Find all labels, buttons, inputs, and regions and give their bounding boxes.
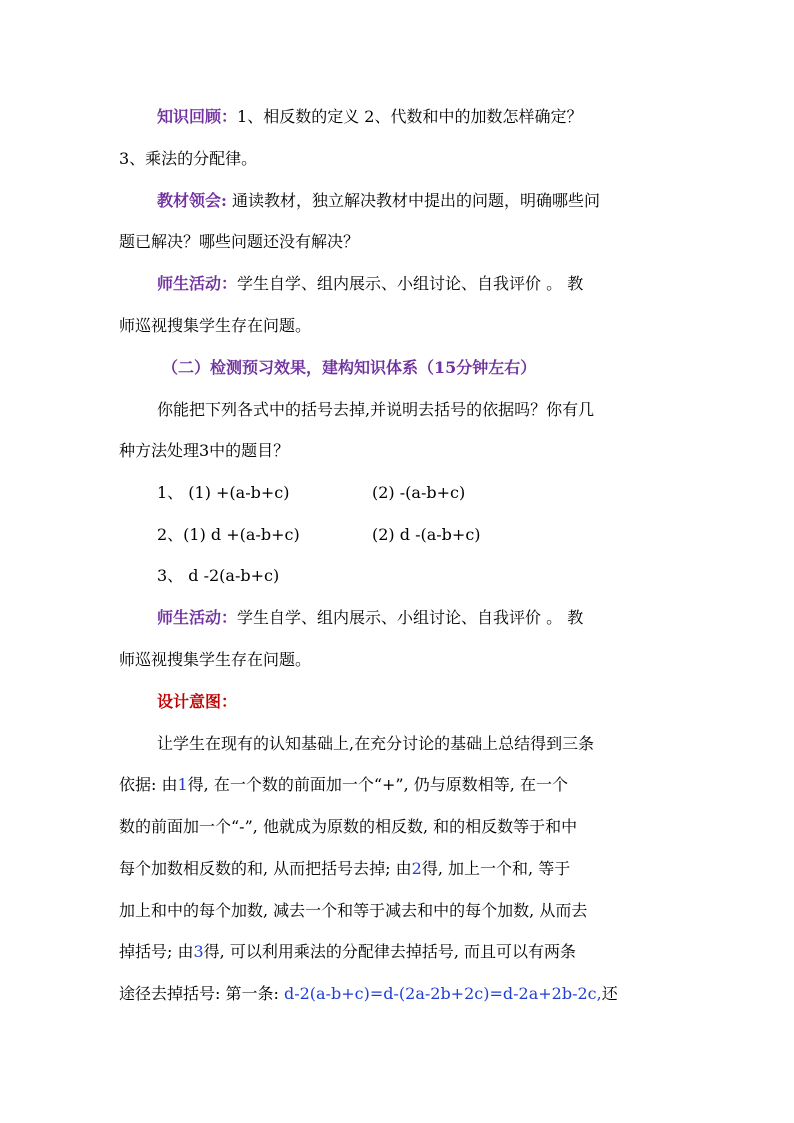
design-line4-num: 2	[411, 859, 422, 878]
design-line6-a: 掉括号; 由	[119, 942, 194, 961]
design-line6-b: 得, 可以利用乘法的分配律去掉括号, 而且可以有两条	[203, 942, 577, 961]
knowledge-review-text: 1、相反数的定义 2、代数和中的加数怎样确定？	[237, 107, 583, 126]
activity2-line	[157, 607, 717, 629]
exercise-1	[157, 482, 717, 504]
question-line2: 种方法处理3中的题目？	[119, 441, 290, 460]
design-line6-num: 3	[193, 942, 204, 961]
exercise-1b: (2) -(a-b+c)	[372, 483, 466, 502]
textbook-line	[157, 190, 717, 212]
design-line2-a: 依据: 由	[119, 775, 178, 794]
activity1-line2: 师巡视搜集学生存在问题。	[119, 316, 312, 335]
activity2-text: 学生自学、组内展示、小组讨论、自我评价 。 教	[237, 608, 584, 627]
knowledge-review-line	[157, 106, 717, 128]
activity1-text: 学生自学、组内展示、小组讨论、自我评价 。 教	[237, 274, 584, 293]
knowledge-review-line2: 3、乘法的分配律。	[119, 149, 258, 168]
section2-heading-text: （二）检测预习效果，建构知识体系（15分钟左右）	[162, 358, 537, 377]
section2-heading	[162, 357, 722, 379]
design-line1: 让学生在现有的认知基础上,在充分讨论的基础上总结得到三条	[157, 734, 595, 753]
activity1-label: 师生活动：	[157, 274, 238, 293]
design-line3: 数的前面加一个“-”, 他就成为原数的相反数, 和的相反数等于和中	[119, 817, 578, 836]
exercise-3: 3、 d -2(a-b+c)	[157, 566, 280, 585]
design-heading	[157, 691, 717, 713]
design-line5: 加上和中的每个加数, 减去一个和等于减去和中的每个加数, 从而去	[119, 901, 588, 920]
design-line7-a: 途径去掉括号: 第一条:	[119, 984, 284, 1003]
textbook-line2: 题已解决？哪些问题还没有解决？	[119, 232, 360, 251]
exercise-2	[157, 524, 717, 546]
knowledge-review-label: 知识回顾：	[157, 107, 238, 126]
design-line6	[119, 941, 679, 963]
design-line2	[119, 774, 679, 796]
activity1-line	[157, 273, 717, 295]
design-line7-c: 还	[601, 984, 618, 1003]
activity2-line2: 师巡视搜集学生存在问题。	[119, 650, 312, 669]
design-line4-a: 每个加数相反数的和, 从而把括号去掉; 由	[119, 859, 412, 878]
textbook-text: 通读教材，独立解决教材中提出的问题，明确哪些问	[226, 191, 601, 210]
design-line7	[119, 983, 679, 1005]
exercise-2b: (2) d -(a-b+c)	[372, 525, 481, 544]
question-line1: 你能把下列各式中的括号去掉,并说明去括号的依据吗？你有几	[157, 400, 595, 419]
textbook-label: 教材领会:	[157, 191, 227, 210]
design-heading-text: 设计意图：	[157, 692, 238, 711]
exercise-1a: 1、 (1) +(a-b+c)	[157, 483, 290, 502]
design-line4-b: 得, 加上一个和, 等于	[421, 859, 571, 878]
design-line2-b: 得, 在一个数的前面加一个“+”, 仍与原数相等, 在一个	[187, 775, 568, 794]
activity2-label: 师生活动：	[157, 608, 238, 627]
design-line4	[119, 858, 679, 880]
design-line7-formula: d-2(a-b+c)=d-(2a-2b+2c)=d-2a+2b-2c,	[283, 984, 602, 1003]
exercise-2a: 2、(1) d +(a-b+c)	[157, 525, 300, 544]
design-line2-num: 1	[177, 775, 188, 794]
